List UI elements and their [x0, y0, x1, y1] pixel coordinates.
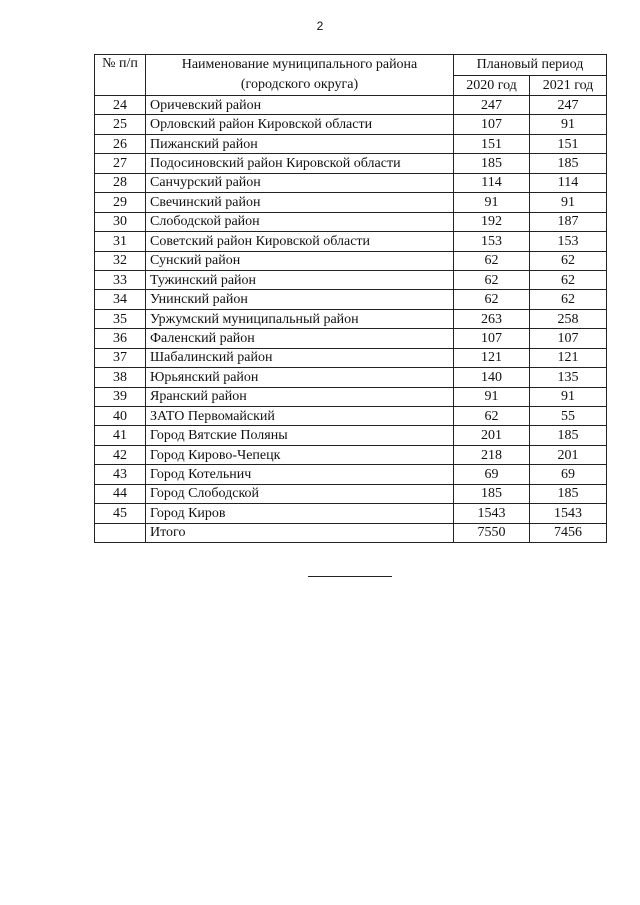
value-2020: 62: [454, 290, 530, 309]
value-2020: 263: [454, 309, 530, 328]
district-name: Свечинский район: [146, 193, 454, 212]
table-row: [95, 348, 607, 367]
value-2021: 135: [530, 368, 607, 387]
row-number: 27: [95, 154, 146, 173]
value-2021: 114: [530, 173, 607, 192]
district-name: Орловский район Кировской области: [146, 115, 454, 134]
header-year-2020: 2020 год: [454, 75, 530, 96]
table-row: [95, 134, 607, 153]
district-name: Итого: [146, 523, 454, 542]
value-2021: 7456: [530, 523, 607, 542]
value-2021: 258: [530, 309, 607, 328]
table-row: [95, 232, 607, 251]
value-2021: 62: [530, 290, 607, 309]
row-number: 34: [95, 290, 146, 309]
district-name: Шабалинский район: [146, 348, 454, 367]
header-period: Плановый период: [454, 55, 607, 76]
value-2021: 69: [530, 465, 607, 484]
table-row: [95, 407, 607, 426]
row-number: 45: [95, 504, 146, 523]
value-2021: 91: [530, 115, 607, 134]
value-2020: 247: [454, 96, 530, 115]
table-row: [95, 193, 607, 212]
row-number: 30: [95, 212, 146, 231]
value-2021: 62: [530, 251, 607, 270]
value-2021: 185: [530, 154, 607, 173]
value-2020: 107: [454, 329, 530, 348]
row-number: 40: [95, 407, 146, 426]
value-2020: 1543: [454, 504, 530, 523]
table-row: [95, 484, 607, 503]
value-2021: 187: [530, 212, 607, 231]
value-2021: 185: [530, 484, 607, 503]
closing-rule-line: [308, 576, 392, 577]
district-name: Унинский район: [146, 290, 454, 309]
value-2020: 62: [454, 251, 530, 270]
district-name: Город Кирово-Чепецк: [146, 445, 454, 464]
row-number: 32: [95, 251, 146, 270]
table-row: [95, 504, 607, 523]
value-2021: 185: [530, 426, 607, 445]
value-2020: 69: [454, 465, 530, 484]
table-row: [95, 154, 607, 173]
header-name: [146, 55, 454, 96]
value-2021: 91: [530, 193, 607, 212]
value-2020: 91: [454, 193, 530, 212]
row-number: 38: [95, 368, 146, 387]
table-row: [95, 426, 607, 445]
header-year-2021: 2021 год: [530, 75, 607, 96]
district-name: Город Вятские Поляны: [146, 426, 454, 445]
district-name: Слободской район: [146, 212, 454, 231]
row-number: 25: [95, 115, 146, 134]
header-name-line1: Наименование муниципального района: [181, 57, 418, 72]
table-row: [95, 368, 607, 387]
district-name: Город Котельнич: [146, 465, 454, 484]
table-row: [95, 96, 607, 115]
row-number: 26: [95, 134, 146, 153]
value-2020: 91: [454, 387, 530, 406]
value-2020: 153: [454, 232, 530, 251]
total-row: [95, 523, 607, 542]
header-number: № п/п: [95, 55, 146, 96]
district-name: ЗАТО Первомайский: [146, 407, 454, 426]
value-2021: 247: [530, 96, 607, 115]
district-name: Санчурский район: [146, 173, 454, 192]
table-row: [95, 290, 607, 309]
value-2021: 107: [530, 329, 607, 348]
district-name: Советский район Кировской области: [146, 232, 454, 251]
row-number: 29: [95, 193, 146, 212]
district-name: Подосиновский район Кировской области: [146, 154, 454, 173]
row-number: 35: [95, 309, 146, 328]
row-number: 42: [95, 445, 146, 464]
row-number: 41: [95, 426, 146, 445]
value-2020: 201: [454, 426, 530, 445]
district-name: Город Киров: [146, 504, 454, 523]
district-name: Юрьянский район: [146, 368, 454, 387]
table-body: [95, 96, 607, 543]
table-row: [95, 173, 607, 192]
value-2020: 121: [454, 348, 530, 367]
district-name: Уржумский муниципальный район: [146, 309, 454, 328]
row-number: 39: [95, 387, 146, 406]
value-2021: 121: [530, 348, 607, 367]
table-row: [95, 329, 607, 348]
row-number: 28: [95, 173, 146, 192]
row-number: [95, 523, 146, 542]
district-name: Яранский район: [146, 387, 454, 406]
value-2021: 55: [530, 407, 607, 426]
table-row: [95, 465, 607, 484]
allocation-table: [94, 54, 607, 543]
row-number: 33: [95, 270, 146, 289]
row-number: 36: [95, 329, 146, 348]
header-name-line2: (городского округа): [240, 77, 359, 92]
district-name: Пижанский район: [146, 134, 454, 153]
district-name: Фаленский район: [146, 329, 454, 348]
value-2020: 185: [454, 484, 530, 503]
row-number: 31: [95, 232, 146, 251]
value-2021: 1543: [530, 504, 607, 523]
row-number: 24: [95, 96, 146, 115]
value-2020: 218: [454, 445, 530, 464]
value-2021: 153: [530, 232, 607, 251]
value-2021: 201: [530, 445, 607, 464]
value-2020: 140: [454, 368, 530, 387]
value-2020: 114: [454, 173, 530, 192]
table-row: [95, 251, 607, 270]
row-number: 44: [95, 484, 146, 503]
table-row: [95, 115, 607, 134]
district-name: Тужинский район: [146, 270, 454, 289]
value-2020: 62: [454, 270, 530, 289]
row-number: 37: [95, 348, 146, 367]
table-row: [95, 309, 607, 328]
value-2020: 151: [454, 134, 530, 153]
row-number: 43: [95, 465, 146, 484]
value-2021: 151: [530, 134, 607, 153]
value-2020: 7550: [454, 523, 530, 542]
value-2021: 91: [530, 387, 607, 406]
district-name: Город Слободской: [146, 484, 454, 503]
value-2020: 185: [454, 154, 530, 173]
table-header: [95, 55, 607, 96]
value-2020: 62: [454, 407, 530, 426]
page-number: 2: [316, 19, 324, 33]
table-row: [95, 445, 607, 464]
table-row: [95, 270, 607, 289]
table-row: [95, 387, 607, 406]
table-row: [95, 212, 607, 231]
value-2020: 107: [454, 115, 530, 134]
district-name: Сунский район: [146, 251, 454, 270]
value-2020: 192: [454, 212, 530, 231]
district-name: Оричевский район: [146, 96, 454, 115]
value-2021: 62: [530, 270, 607, 289]
